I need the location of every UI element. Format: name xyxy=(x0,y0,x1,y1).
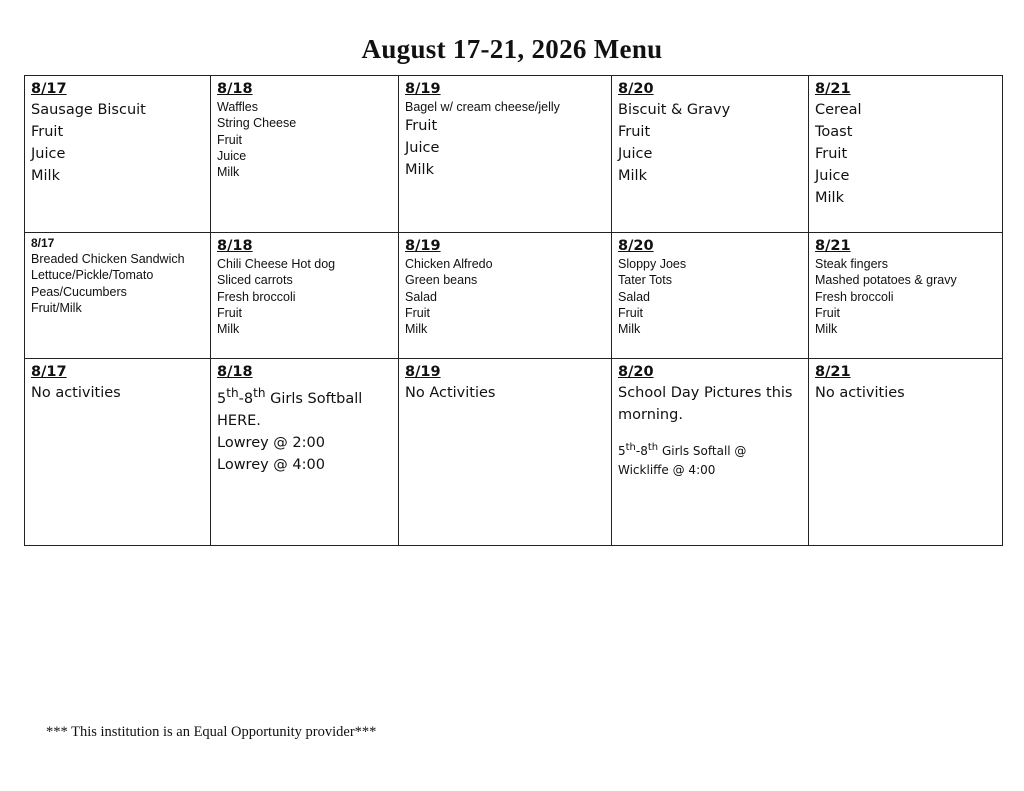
menu-item: Chicken Alfredo xyxy=(405,257,493,271)
breakfast-cell-0819 xyxy=(399,76,612,233)
menu-item: Juice xyxy=(405,140,440,157)
lunch-row xyxy=(25,233,1003,359)
activity-text: No Activities xyxy=(405,385,496,401)
menu-item: Fruit xyxy=(618,305,643,320)
menu-item: Peas/Cucumbers xyxy=(31,284,127,299)
activities-cell-0819 xyxy=(399,359,612,546)
activity-text: morning. xyxy=(618,407,683,423)
menu-item: Steak fingers xyxy=(815,257,888,271)
breakfast-cell-0818 xyxy=(211,76,399,233)
menu-item: Fruit xyxy=(815,305,840,320)
menu-item: Milk xyxy=(217,322,240,337)
menu-item: Milk xyxy=(815,322,838,337)
menu-item: Green beans xyxy=(405,273,478,288)
date-label: 8/18 xyxy=(217,81,253,97)
date-label: 8/21 xyxy=(815,364,851,380)
activity-text: Lowrey @ 4:00 xyxy=(217,456,325,473)
activity-text: 5th-8th Girls Softball xyxy=(217,386,363,407)
lunch-cell-0817 xyxy=(25,233,211,359)
menu-item: Fruit xyxy=(815,146,848,162)
menu-item: Mashed potatoes & gravy xyxy=(815,273,957,288)
lunch-cell-0819 xyxy=(399,233,612,359)
menu-item: Juice xyxy=(815,168,850,184)
date-label: 8/19 xyxy=(405,364,441,380)
menu-item: Milk xyxy=(405,162,434,179)
lunch-cell-0821 xyxy=(809,233,1003,359)
date-label: 8/19 xyxy=(405,81,441,97)
lunch-cell-0820 xyxy=(612,233,809,359)
menu-item: Fruit xyxy=(405,305,430,320)
menu-item: Milk xyxy=(217,165,240,180)
menu-item: String Cheese xyxy=(217,116,297,131)
menu-item: Tater Tots xyxy=(618,273,672,288)
date-label: 8/19 xyxy=(405,238,441,254)
menu-item: Bagel w/ cream cheese/jelly xyxy=(405,100,560,114)
activities-row xyxy=(25,359,1003,546)
date-label: 8/20 xyxy=(618,81,654,97)
menu-item: Salad xyxy=(618,289,650,304)
activities-cell-0820 xyxy=(612,359,809,546)
lunch-cell-0818 xyxy=(211,233,399,359)
menu-item: Waffles xyxy=(217,100,258,114)
breakfast-cell-0821 xyxy=(809,76,1003,233)
activities-cell-0821 xyxy=(809,359,1003,546)
menu-item: Sloppy Joes xyxy=(618,257,687,271)
date-label: 8/18 xyxy=(217,238,253,254)
menu-item: Biscuit & Gravy xyxy=(618,102,731,118)
activity-text: No activities xyxy=(31,385,121,401)
menu-item: Chili Cheese Hot dog xyxy=(217,257,336,271)
date-label: 8/17 xyxy=(31,364,67,380)
menu-item: Cereal xyxy=(815,102,862,118)
menu-item: Fruit xyxy=(31,124,64,140)
menu-item: Fruit xyxy=(405,118,438,135)
menu-item: Fruit xyxy=(618,124,651,140)
activity-text: No activities xyxy=(815,385,905,401)
menu-item: Fruit xyxy=(217,132,242,147)
date-label: 8/17 xyxy=(31,236,55,250)
menu-item: Breaded Chicken Sandwich xyxy=(31,252,185,266)
menu-item: Milk xyxy=(31,168,60,184)
date-label: 8/17 xyxy=(31,81,67,97)
menu-item: Lettuce/Pickle/Tomato xyxy=(31,268,154,283)
menu-item: Milk xyxy=(815,190,844,206)
menu-item: Fruit/Milk xyxy=(31,300,82,315)
footer-note: *** This institution is an Equal Opportunity provider*** xyxy=(46,724,377,740)
menu-item: Juice xyxy=(31,146,66,162)
menu-item: Sliced carrots xyxy=(217,273,293,288)
date-label: 8/21 xyxy=(815,81,851,97)
date-label: 8/21 xyxy=(815,238,851,254)
activities-cell-0818 xyxy=(211,359,399,546)
activity-text: Lowrey @ 2:00 xyxy=(217,434,325,451)
date-label: 8/18 xyxy=(217,364,253,380)
menu-item: Juice xyxy=(618,146,653,162)
menu-item: Fruit xyxy=(217,305,242,320)
menu-item: Milk xyxy=(405,322,428,337)
breakfast-row xyxy=(25,76,1003,233)
menu-item: Fresh broccoli xyxy=(815,289,894,304)
activity-text: School Day Pictures this xyxy=(618,385,793,401)
menu-item: Juice xyxy=(217,148,247,163)
menu-item: Fresh broccoli xyxy=(217,289,296,304)
menu-item: Toast xyxy=(815,124,853,140)
activity-note: 5th-8th Girls Softall @ xyxy=(618,442,747,458)
menu-table xyxy=(24,75,1003,546)
date-label: 8/20 xyxy=(618,364,654,380)
breakfast-cell-0817 xyxy=(25,76,211,233)
menu-item: Sausage Biscuit xyxy=(31,102,146,118)
activity-text: HERE. xyxy=(217,412,261,429)
menu-item: Milk xyxy=(618,168,647,184)
activity-note: Wickliffe @ 4:00 xyxy=(618,463,716,477)
breakfast-cell-0820 xyxy=(612,76,809,233)
menu-item: Salad xyxy=(405,289,437,304)
page-title: August 17-21, 2026 Menu xyxy=(361,34,663,64)
date-label: 8/20 xyxy=(618,238,654,254)
activities-cell-0817 xyxy=(25,359,211,546)
menu-item: Milk xyxy=(618,322,641,337)
